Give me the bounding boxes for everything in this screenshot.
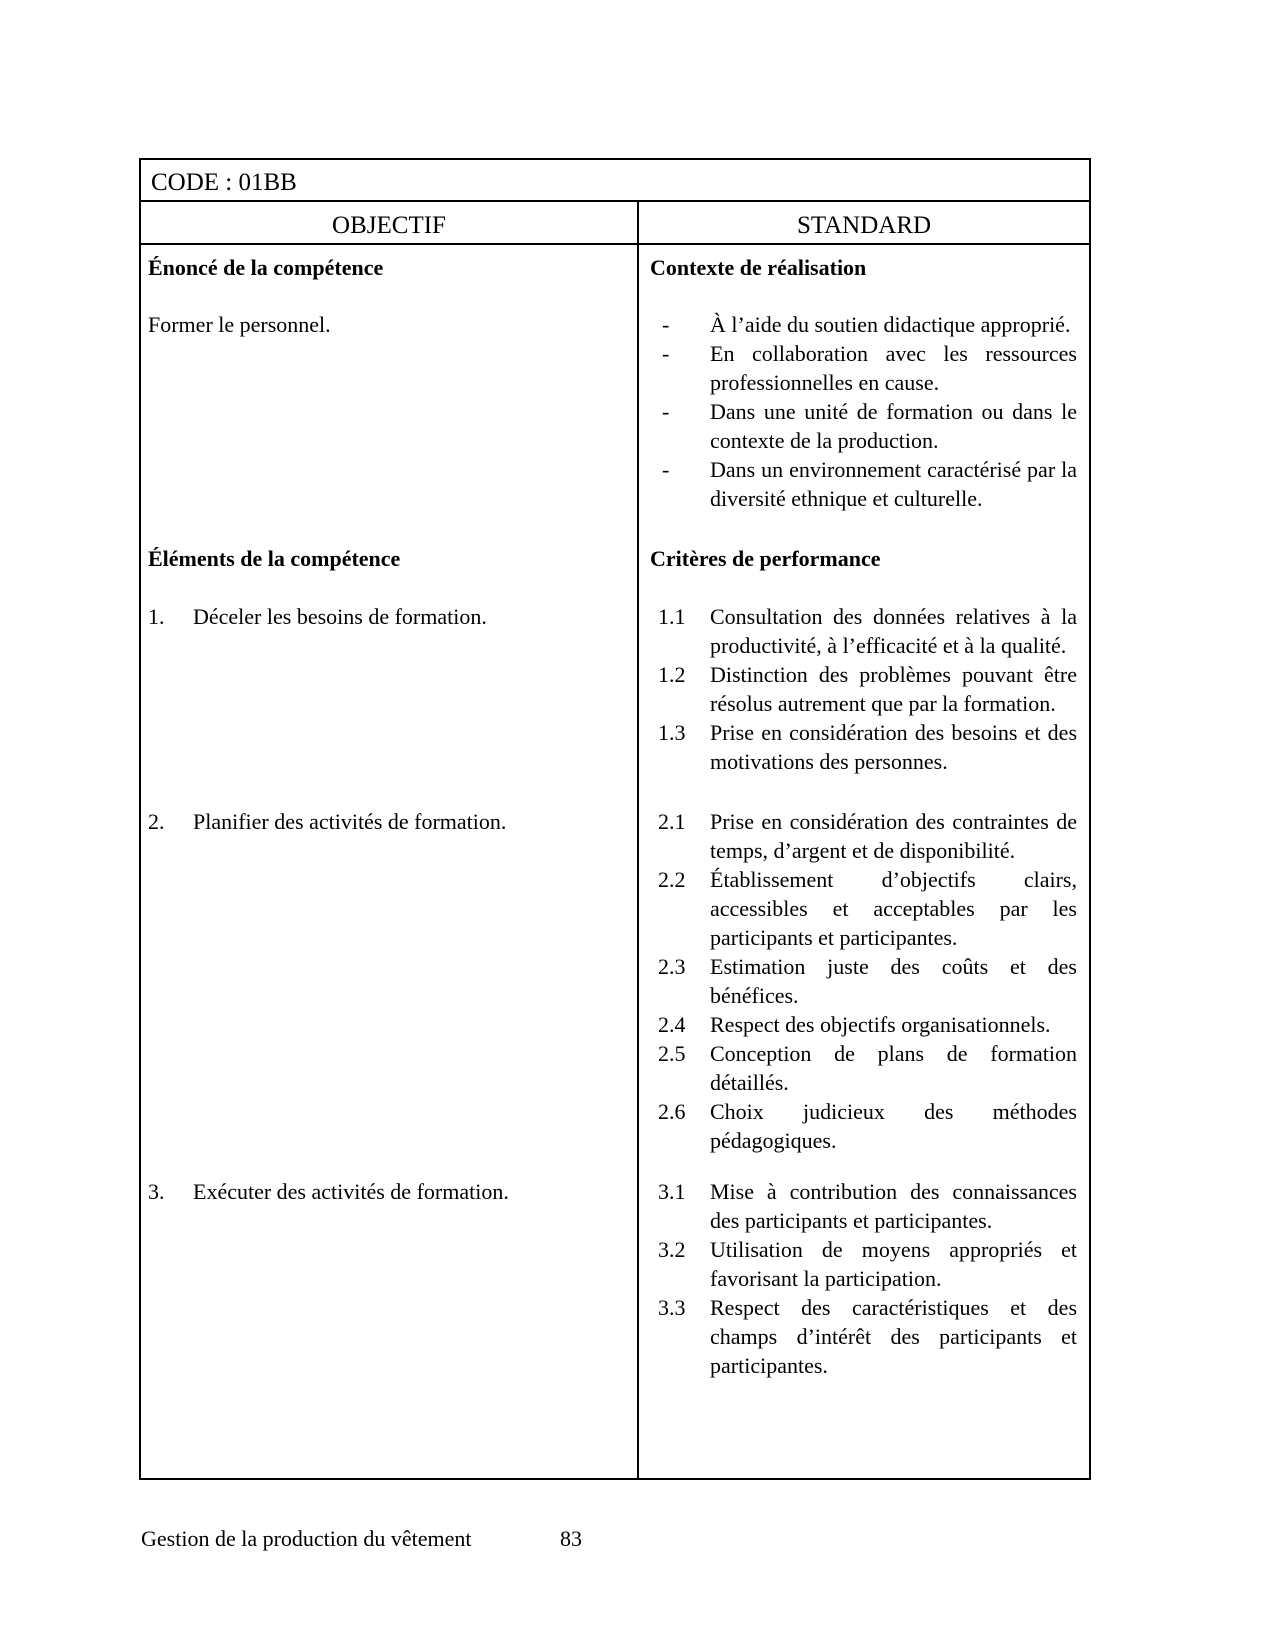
critere-text: Établissement d’objectifs clairs, accessibles et acceptables par les participants et participantes. (710, 867, 1077, 950)
filler-cell-right (637, 1380, 1089, 1478)
element-item (148, 1177, 621, 1206)
dash-bullet: - (662, 399, 670, 424)
element-item (148, 807, 621, 836)
element-text: Exécuter des activités de formation. (193, 1179, 509, 1204)
code-row (141, 160, 1089, 202)
critere-item (658, 865, 1077, 952)
element-item (148, 602, 621, 631)
dash-bullet: - (662, 457, 670, 482)
critere-number: 2.2 (658, 867, 686, 892)
item-number: 1. (148, 604, 165, 629)
critere-text: Choix judicieux des méthodes pédagogiques. (710, 1099, 1077, 1153)
critere-text: Utilisation de moyens appropriés et favorisant la participation. (710, 1237, 1077, 1291)
critere-text: Conception de plans de formation détaillés. (710, 1041, 1077, 1095)
critere-item (658, 1293, 1077, 1380)
critere-text: Consultation des données relatives à la productivité, à l’efficacité et à la qualité. (710, 604, 1077, 658)
enonce-heading-cell (141, 245, 637, 310)
criteria-group-2 (637, 807, 1089, 1177)
critere-item (658, 1010, 1077, 1039)
critere-number: 1.2 (658, 662, 686, 687)
criteres-heading-cell (637, 544, 1089, 602)
contexte-item-text: Dans une unité de formation ou dans le contexte de la production. (710, 399, 1077, 453)
critere-number: 3.3 (658, 1295, 686, 1320)
critere-item (658, 1097, 1077, 1155)
contexte-item (662, 339, 1077, 397)
elements-heading-cell (141, 544, 637, 602)
critere-item (658, 602, 1077, 660)
filler-cell-left (141, 1380, 637, 1478)
critere-number: 2.1 (658, 809, 686, 834)
element-cell-1 (141, 602, 637, 807)
contexte-heading: Contexte de réalisation (650, 255, 867, 280)
critere-number: 1.3 (658, 720, 686, 745)
element-cell-2 (141, 807, 637, 1177)
critere-text: Respect des objectifs organisationnels. (710, 1012, 1051, 1037)
contexte-item (662, 310, 1077, 339)
dash-bullet: - (662, 341, 670, 366)
critere-item (658, 1235, 1077, 1293)
contexte-item-text: Dans un environnement caractérisé par la diversité ethnique et culturelle. (710, 457, 1077, 511)
column-header-row (141, 202, 1089, 245)
critere-text: Distinction des problèmes pouvant être résolus autrement que par la formation. (710, 662, 1077, 716)
critere-item (658, 718, 1077, 776)
critere-number: 1.1 (658, 604, 686, 629)
critere-number: 2.3 (658, 954, 686, 979)
page-number: 83 (560, 1526, 582, 1551)
critere-item (658, 1177, 1077, 1235)
critere-number: 2.5 (658, 1041, 686, 1066)
item-number: 2. (148, 809, 165, 834)
critere-number: 3.1 (658, 1179, 686, 1204)
critere-item (658, 1039, 1077, 1097)
criteria-group-1 (637, 602, 1089, 807)
critere-text: Prise en considération des besoins et des motivations des personnes. (710, 720, 1077, 774)
enonce-cell (141, 310, 637, 544)
elements-heading: Éléments de la compétence (148, 546, 401, 571)
critere-number: 2.6 (658, 1099, 686, 1124)
criteres-heading: Critères de performance (650, 546, 881, 571)
column-header-standard: STANDARD (637, 202, 1089, 243)
criteria-group-3 (637, 1177, 1089, 1380)
code-label: CODE : 01BB (151, 169, 297, 196)
element-text: Déceler les besoins de formation. (193, 604, 487, 629)
critere-item (658, 660, 1077, 718)
competency-table (139, 158, 1091, 1480)
critere-number: 2.4 (658, 1012, 686, 1037)
critere-item (658, 952, 1077, 1010)
critere-item (658, 807, 1077, 865)
footer-title: Gestion de la production du vêtement (141, 1526, 472, 1551)
contexte-heading-cell (637, 245, 1089, 310)
table-body (141, 245, 1089, 1478)
critere-text: Prise en considération des contraintes de temps, d’argent et de disponibilité. (710, 809, 1077, 863)
element-text: Planifier des activités de formation. (193, 809, 507, 834)
enonce-heading: Énoncé de la compétence (148, 255, 384, 280)
contexte-item-text: À l’aide du soutien didactique approprié. (710, 312, 1071, 337)
critere-text: Estimation juste des coûts et des bénéfices. (710, 954, 1077, 1008)
contexte-list (637, 310, 1089, 544)
item-number: 3. (148, 1179, 165, 1204)
contexte-item (662, 397, 1077, 455)
contexte-item-text: En collaboration avec les ressources professionnelles en cause. (710, 341, 1077, 395)
contexte-item (662, 455, 1077, 513)
critere-text: Respect des caractéristiques et des champs d’intérêt des participants et participantes. (710, 1295, 1077, 1378)
dash-bullet: - (662, 312, 670, 337)
column-header-objectif: OBJECTIF (332, 212, 446, 239)
page-footer (141, 1524, 841, 1553)
element-cell-3 (141, 1177, 637, 1380)
critere-number: 3.2 (658, 1237, 686, 1262)
enonce-text: Former le personnel. (148, 312, 331, 337)
critere-text: Mise à contribution des connaissances des participants et participantes. (710, 1179, 1077, 1233)
